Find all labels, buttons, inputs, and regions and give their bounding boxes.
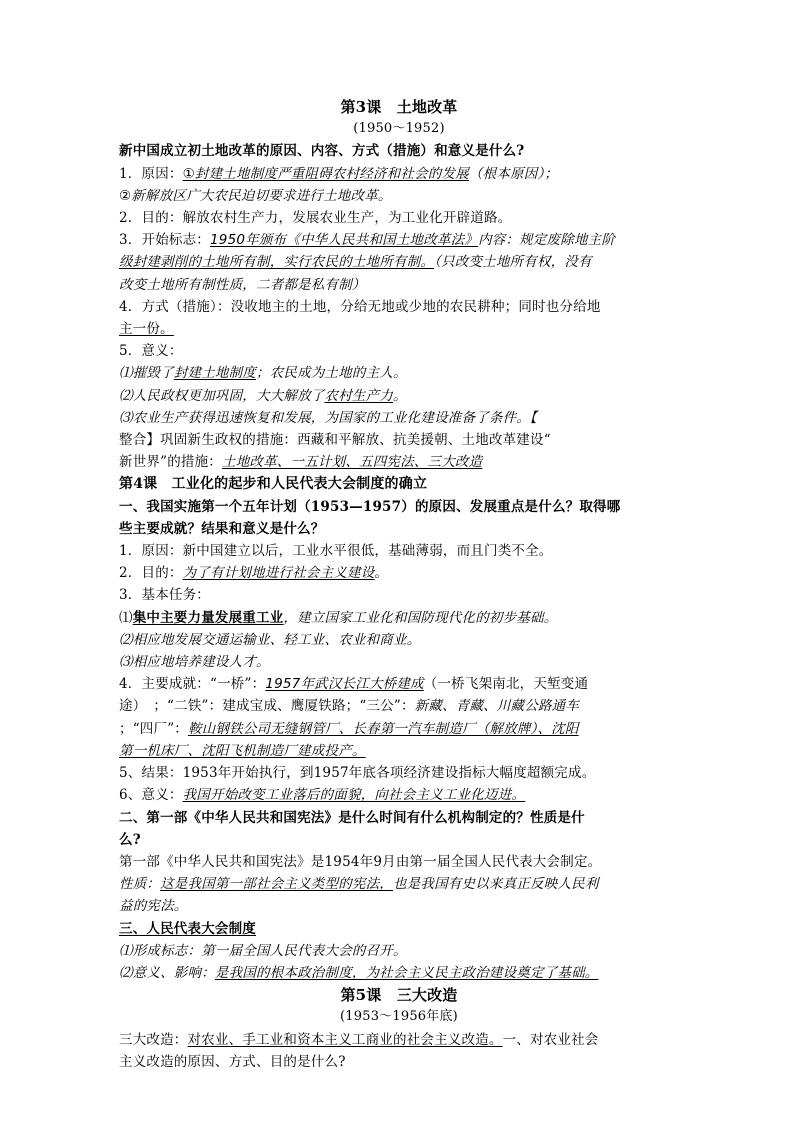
text: （只改变土地所有权，没有: [434, 254, 592, 271]
label: 1．原因：: [119, 165, 183, 182]
text: 4．主要成就：“一桥”：: [119, 676, 266, 693]
label: 三大改造：: [119, 1031, 188, 1048]
underlined-text: 农村生产力: [324, 387, 393, 404]
text: ⑴: [119, 609, 133, 626]
text-line: [119, 673, 679, 695]
text-line: [119, 451, 679, 473]
lesson3-question: 新中国成立初土地改革的原因、内容、方式（措施）和意义是什么?: [119, 143, 525, 160]
text-line: [119, 784, 679, 806]
label: 性质：: [119, 876, 161, 893]
text: 一、对农业社会: [502, 1031, 599, 1048]
text: ，建立国家工业化和国防现代化的初步基础。: [283, 609, 558, 626]
text: ⑴摧毁了: [119, 365, 174, 382]
text: ⑵人民政权更加巩固，大大解放了: [119, 387, 325, 404]
text-line: 改变土地所有制性质，二者都是私有制）: [119, 276, 366, 293]
text-line: 5、结果：1953年开始执行，到1957年底各项经济建设指标大幅度超额完成。: [119, 765, 596, 782]
text-line: 益的宪法。: [119, 898, 188, 915]
text-line: [119, 873, 679, 895]
text-line: 4．方式（措施）：没收地主的土地，分给无地或少地的农民耕种；同时也分给地: [119, 298, 601, 315]
text: 新藏、青藏、川藏公路通车: [414, 698, 580, 715]
text-line: ⑶相应地培养建设人才。: [119, 654, 270, 671]
label: 3．开始标志：: [119, 232, 210, 249]
underlined-text: 土地改革、一五计划、五四宪法、三大改造: [222, 454, 483, 471]
underlined-text: 1950年颁布《中华人民共和国土地改革法》: [210, 232, 479, 249]
text-line: [119, 562, 679, 584]
document-page: [119, 96, 679, 1073]
text-line: 5．意义：: [119, 343, 183, 360]
text: 整合】巩固新生政权的措施：: [119, 432, 298, 449]
text: 也是我国有史以来真正反映人民利: [393, 876, 599, 893]
underlined-text: ①封建土地制度严重阻碍农村经济和社会的发展: [182, 165, 469, 182]
text-line: 1．原因：新中国建立以后，工业水平很低，基础薄弱，而且门类不全。: [119, 543, 553, 560]
text-line: [119, 429, 679, 451]
text: ；农民成为土地的主人。: [256, 365, 407, 382]
text: ；“四厂”：: [119, 720, 189, 737]
text: 途） ；“二铁”：建成宝成、鹰厦铁路；“三公”：: [119, 698, 415, 715]
lesson5-years: (1953～1956年底): [340, 1009, 458, 1025]
label: 2．目的：: [119, 565, 183, 582]
text: 西藏和平解放、抗美援朝、土地改革建设“: [297, 432, 551, 449]
text-line: 主义改造的原因、方式、目的是什么?: [119, 1053, 346, 1070]
text-line: [119, 251, 679, 273]
text: （一桥飞架南北，天堑变通: [423, 676, 589, 693]
question-line: 么?: [119, 831, 141, 848]
text-line: ②新解放区广大农民迫切要求进行土地改革。: [119, 187, 392, 204]
text-line: 第一部《中华人民共和国宪法》是1954年9月由第一届全国人民代表大会制定。: [119, 853, 602, 870]
underlined-text: 集中主要力量发展重工业: [132, 609, 284, 626]
lesson4-title: 第4课 工业化的起步和人民代表大会制度的确立: [119, 476, 428, 493]
text: 。: [393, 387, 407, 404]
question-line: 些主要成就？结果和意义是什么？: [119, 520, 325, 537]
lesson3-title: 第3课 土地改革: [340, 98, 458, 116]
text-line: ⑶农业生产获得迅速恢复和发展，为国家的工业化建设准备了条件。【: [119, 409, 537, 426]
text: 内容：规定废除地主阶: [478, 232, 616, 249]
underlined-text: 是我国的根本政治制度，为社会主义民主政治建设奠定了基础。: [214, 964, 599, 981]
underlined-text: 为了有计划地进行社会主义建设: [182, 565, 375, 582]
underlined-text: 鞍山钢铁公司无缝钢管厂、长春第一汽车制造厂（解放牌）、沈阳: [188, 720, 579, 737]
underlined-text: 这是我国第一部社会主义类型的宪法，: [160, 876, 394, 893]
text-line: [119, 607, 679, 629]
text-line: 主一份。: [119, 321, 174, 338]
text: 新世界”的措施：: [119, 454, 223, 471]
lesson3-years: (1950～1952): [353, 121, 445, 137]
question-line: 一、我国实施第一个五年计划（1953—1957）的原因、发展重点是什么？取得哪: [119, 498, 621, 515]
underlined-text: 1957年武汉长江大桥建成: [265, 676, 424, 693]
text: 。: [374, 565, 389, 582]
text-line: [119, 163, 679, 185]
label: 6、意义：: [119, 787, 183, 804]
text-line: [119, 1029, 679, 1051]
text-line: 第一机床厂、沈阳飞机制造厂建成投产。: [119, 742, 366, 759]
lesson5-title: 第5课 三大改造: [340, 986, 458, 1005]
text: （根本原因）；: [468, 165, 559, 182]
text-line: [119, 362, 679, 384]
text-line: [119, 229, 679, 251]
underlined-text: 级封建剥削的土地所有制，实行农民的土地所有制。: [119, 254, 435, 271]
question-line: 三、人民代表大会制度: [119, 920, 256, 937]
underlined-text: 我国开始改变工业落后的面貌，向社会主义工业化迈进。: [182, 787, 526, 804]
underlined-text: 对农业、手工业和资本主义工商业的社会主义改造。: [187, 1031, 503, 1048]
text-line: [119, 962, 679, 984]
text-line: 3．基本任务：: [119, 587, 210, 604]
text-line: [119, 718, 679, 740]
text-line: [119, 385, 679, 407]
text-line: [119, 695, 679, 717]
text-line: ⑵相应地发展交通运输业、轻工业、农业和商业。: [119, 631, 421, 648]
text-line: 2．目的：解放农村生产力，发展农业生产，为工业化开辟道路。: [119, 210, 512, 227]
underlined-text: 封建土地制度: [173, 365, 257, 382]
label: ⑵意义、影响：: [119, 964, 215, 981]
text-line: ⑴形成标志：第一届全国人民代表大会的召开。: [119, 942, 407, 959]
question-line: 二、第一部《中华人民共和国宪法》是什么时间有什么机构制定的？性质是什: [119, 809, 585, 826]
